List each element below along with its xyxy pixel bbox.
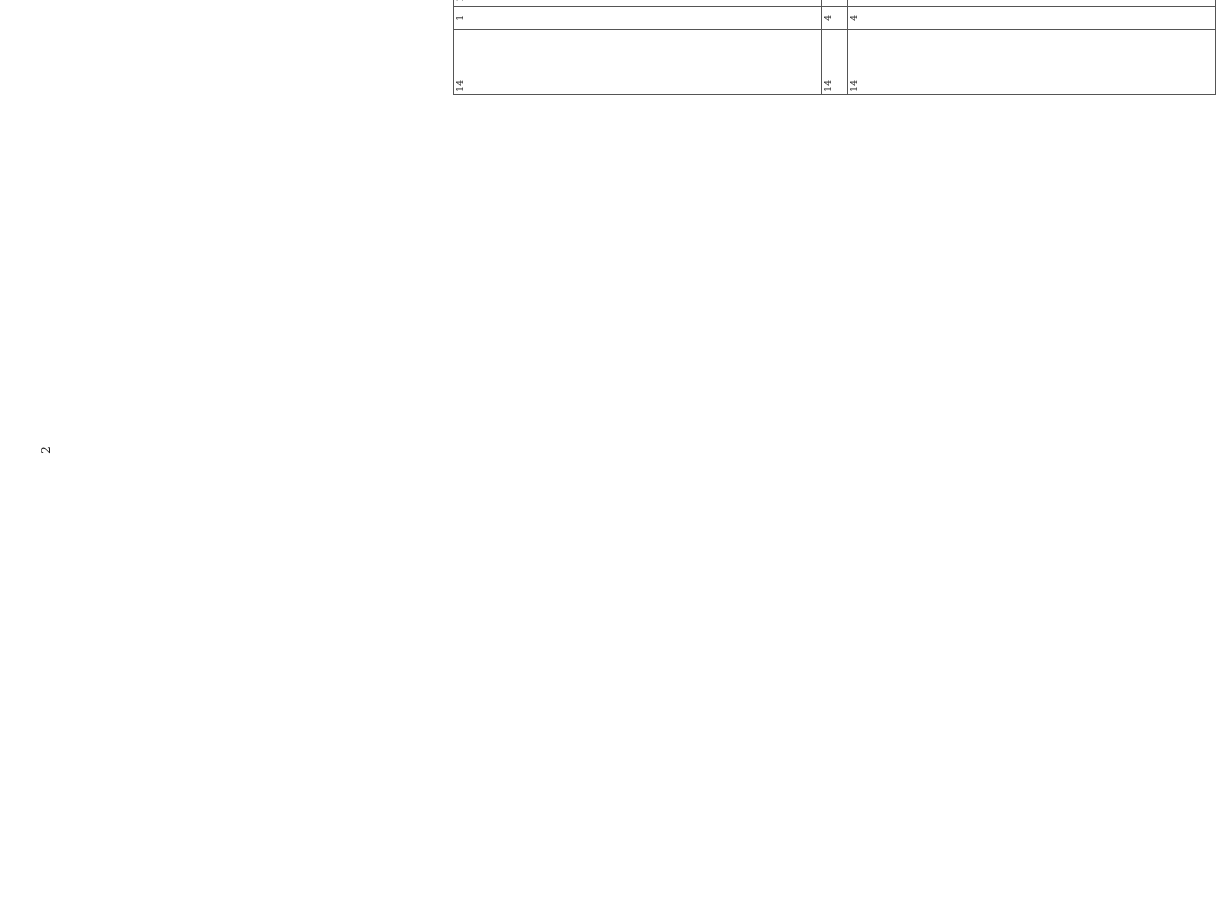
row-number-cell: 14 (454, 29, 822, 94)
code-part-cell: 1 (454, 7, 822, 30)
row-number-cell: 14 (822, 29, 848, 94)
table-row (822, 0, 848, 95)
code-part-cell: 4 (848, 7, 1216, 30)
table-row (454, 0, 822, 95)
empty-cell (822, 0, 848, 7)
code-part-cell: 4 (822, 7, 848, 30)
table-row (848, 0, 1216, 95)
rotated-page (453, 0, 1093, 95)
page-number: 2 (39, 446, 53, 454)
program-table (453, 0, 1216, 95)
row-number-cell: 14 (848, 29, 1216, 94)
code-part-cell (848, 0, 1216, 7)
code-part-cell (454, 0, 822, 7)
